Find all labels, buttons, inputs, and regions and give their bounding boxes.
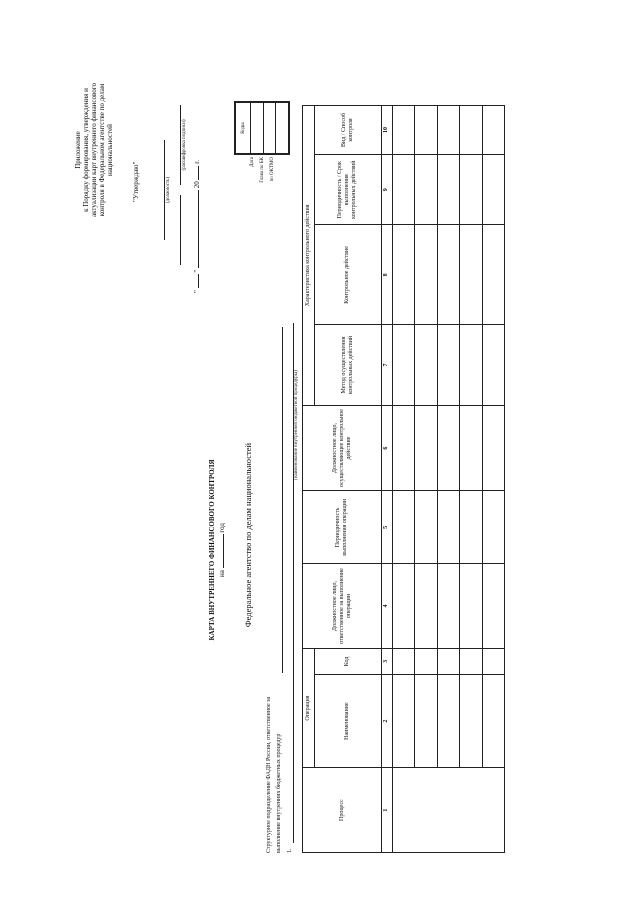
column-number: 8 [382, 225, 393, 325]
header-characteristics: Характеристика контрольного действия [303, 106, 315, 406]
table-cell [460, 674, 482, 767]
subdivision-underline [282, 327, 283, 673]
table-cell [392, 491, 414, 564]
table-cell [437, 325, 459, 405]
table-cell [415, 674, 437, 767]
table-cell [482, 106, 504, 155]
table-cell [482, 154, 504, 225]
header-controller: Должностное лицо, осуществляющее контрольное действие [303, 405, 382, 491]
quote-close: " [193, 269, 201, 273]
table-cell [392, 405, 414, 491]
table-cell [460, 225, 482, 325]
header-process: Процесс [303, 768, 382, 853]
table-cell [415, 106, 437, 155]
table-row [437, 106, 459, 853]
table-cell [415, 325, 437, 405]
procedure-number: 1. [287, 848, 293, 853]
table-cell [437, 106, 459, 155]
codes-table [234, 101, 290, 155]
header-periodicity: Периодичность выполнения операции [303, 491, 382, 564]
appendix-line: актуализации карт внутреннего финансового [90, 83, 98, 217]
column-number: 3 [382, 648, 393, 674]
period-line [218, 450, 226, 650]
codes-cell-oktmo [276, 102, 289, 154]
table-row [392, 106, 414, 853]
table-cell [460, 106, 482, 155]
table-cell [392, 325, 414, 405]
year-prefix: 20 [193, 181, 201, 189]
signature-caption: (расшифровка подписи) [182, 119, 187, 171]
column-number: 9 [382, 154, 393, 225]
table-cell [392, 154, 414, 225]
table-cell [482, 674, 504, 767]
table-cell [460, 405, 482, 491]
signature-line-right [180, 105, 181, 185]
codes-header: Коды [235, 102, 251, 154]
position-caption: (должность) [166, 176, 171, 204]
column-number: 7 [382, 325, 393, 405]
quote-open: " [193, 290, 201, 293]
header-control-action: Контрольное действие [314, 225, 381, 325]
table-row [482, 106, 504, 853]
procedure-caption: (наименование внутренней бюджетной процедуры) [294, 370, 299, 480]
table-cell [460, 648, 482, 674]
table-row [460, 106, 482, 853]
appendix-line: национальностей [106, 124, 114, 176]
header-operation-name: Наименование [314, 674, 381, 767]
table-cell [482, 648, 504, 674]
table-cell [415, 491, 437, 564]
table-cell [392, 564, 414, 649]
codes-label-chapter: Глава по БК [260, 157, 265, 183]
period-prefix: на [218, 570, 226, 577]
table-cell [392, 106, 414, 155]
table-cell [415, 225, 437, 325]
column-number: 1 [382, 768, 393, 853]
subdivision-line-1: Структурное подразделение ФАДН России, ответственное за [266, 696, 272, 853]
appendix-line: к Порядку формирования, утверждения и [82, 88, 90, 212]
appendix-line: Приложение [74, 131, 82, 169]
table-cell [437, 225, 459, 325]
table-cell [482, 325, 504, 405]
table-cell [460, 491, 482, 564]
table-cell [482, 564, 504, 649]
column-number: 6 [382, 405, 393, 491]
table-cell [460, 154, 482, 225]
column-number: 5 [382, 491, 393, 564]
subdivision-line-2: выполнение внутренних бюджетных процедур [276, 733, 282, 853]
column-number: 2 [382, 674, 393, 767]
table-cell [460, 564, 482, 649]
header-control-type: Вид / Способ контроля [314, 106, 381, 155]
table-cell [392, 648, 414, 674]
year-suffix: г. [193, 159, 201, 164]
table-cell [415, 405, 437, 491]
table-cell [415, 154, 437, 225]
codes-cell-chapter [263, 102, 276, 154]
table-cell [415, 564, 437, 649]
table-cell [437, 154, 459, 225]
codes-label-oktmo: по ОКТМО [270, 157, 275, 182]
signature-line-left [180, 195, 181, 265]
agency-name: Федеральное агентство по делам национальностей [243, 442, 253, 628]
codes-label-date: Дата [250, 157, 255, 167]
approval-label: "Утверждаю" [132, 161, 140, 202]
table-cell [415, 648, 437, 674]
table-cell [460, 325, 482, 405]
header-responsible: Должностное лицо, ответственное за выполнение операции [303, 564, 382, 649]
column-number: 10 [382, 106, 393, 155]
table-cell [392, 674, 414, 767]
document-title: КАРТА ВНУТРЕННЕГО ФИНАНСОВОГО КОНТРОЛЯ [208, 459, 216, 641]
table-cell [437, 405, 459, 491]
header-control-periodicity: Периодичность / Срок выполнения контрольных действий [314, 154, 381, 225]
codes-labels [248, 157, 278, 205]
table-cell [392, 768, 504, 853]
table-row [415, 106, 437, 853]
appendix-block [74, 35, 114, 265]
control-map-table [302, 105, 505, 853]
table-cell [437, 491, 459, 564]
table-cell [437, 648, 459, 674]
table-cell [482, 225, 504, 325]
table-cell [482, 491, 504, 564]
table-cell [437, 564, 459, 649]
column-number: 4 [382, 564, 393, 649]
position-line [164, 140, 165, 240]
table-cell [392, 225, 414, 325]
table-cell [437, 674, 459, 767]
appendix-line: контроля в Федеральном агентстве по делам [98, 83, 106, 217]
header-method: Метод осуществления контрольных действий [314, 325, 381, 405]
header-operation: Операция [303, 648, 315, 767]
codes-cell-date [251, 102, 264, 154]
header-operation-code: Код [314, 648, 381, 674]
date-line-block [193, 83, 201, 293]
table-cell [482, 405, 504, 491]
period-suffix: год [218, 523, 226, 533]
